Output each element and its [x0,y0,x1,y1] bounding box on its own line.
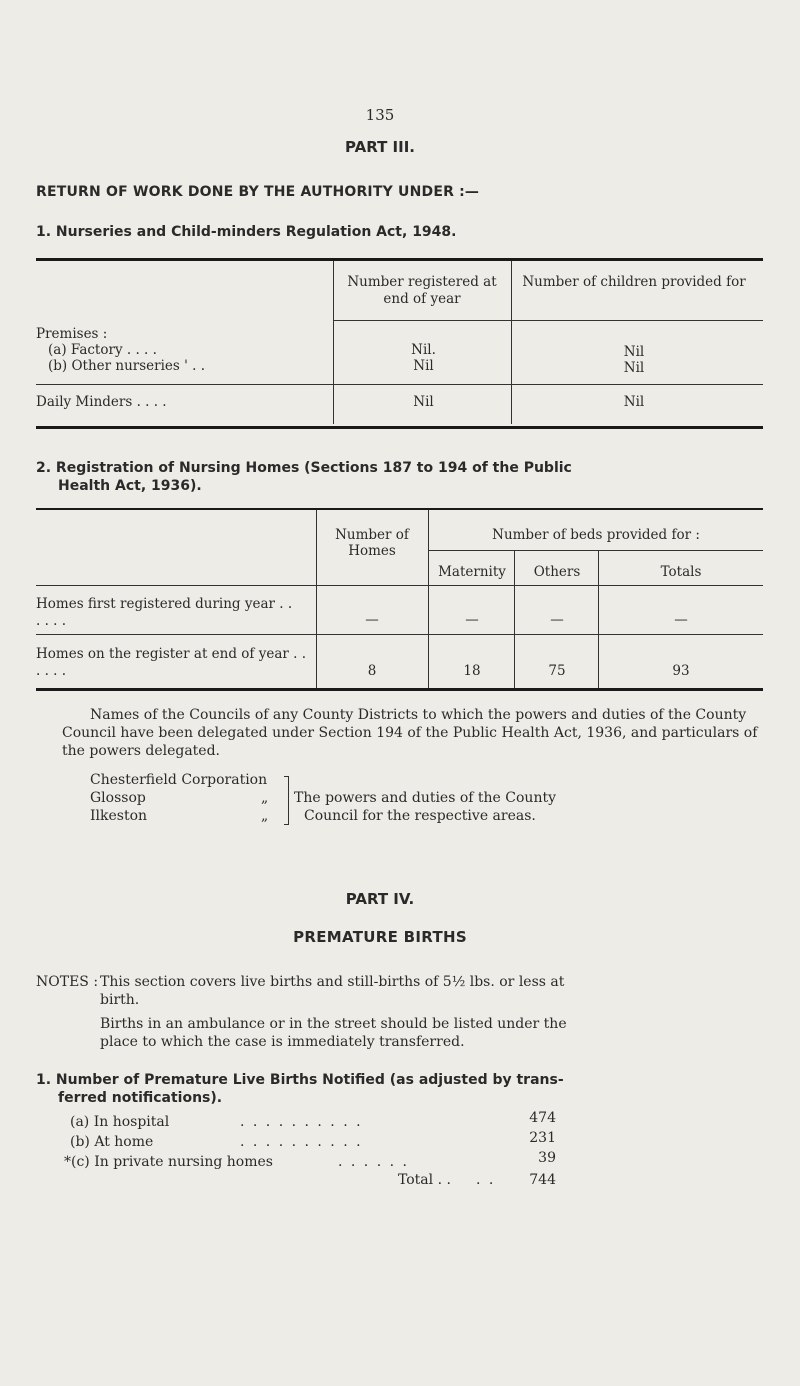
row-label: (a) Factory . . . . [48,342,157,358]
council-name: Ilkeston [90,808,148,824]
premises-label: Premises : [36,326,108,342]
row-maternity: 18 [463,663,481,679]
council-name: Chesterfield Corporation [90,772,268,788]
part3-heading: PART III. [345,138,415,156]
council-name: Glossop [90,790,146,806]
premature-births-title-cont: ferred notifications). [58,1090,223,1106]
col-maternity: Maternity [438,564,506,580]
row-others: — [550,612,564,628]
total-label: Total . . [398,1172,451,1188]
note2-cont: place to which the case is immediately transferred. [100,1034,465,1050]
councils-paragraph: Names of the Councils of any County Districts to which the powers and duties of the County Council have been delegated under Section 194 of the Public Health Act, 1936, and particulars of the powers delegated. [62,707,758,759]
row-label: Daily Minders . . . . [36,394,167,410]
births-label: (b) At home [70,1134,154,1150]
row-others: 75 [548,663,566,679]
section2-title: 2. Registration of Nursing Homes (Sections 187 to 194 of the Public [36,460,572,476]
part3-subheading: RETURN OF WORK DONE BY THE AUTHORITY UNDER :— [36,184,480,200]
col-header-children: Number of children provided for [522,274,746,290]
row-registered: Nil [413,394,434,410]
premature-births-title: 1. Number of Premature Live Births Notified (as adjusted by trans- [36,1072,564,1088]
births-label: (a) In hospital [70,1114,170,1130]
col-header-registered: Number registered at end of year [347,274,497,307]
section2-title-cont: Health Act, 1936). [58,478,202,494]
row-label: Homes first registered during year . . . . . . [36,596,293,629]
row-children: Nil [623,344,645,360]
row-totals: — [674,612,688,628]
births-value: 39 [538,1150,556,1166]
brace [284,776,289,825]
councils-note: The powers and duties of the County [294,790,557,806]
row-number: — [365,612,379,628]
births-label: *(c) In private nursing homes [64,1154,273,1170]
row-registered: Nil [413,358,434,374]
row-label: Homes on the register at end of year . . . . . . [36,646,306,679]
row-children: Nil [623,394,645,410]
part4-heading: PART IV. [345,890,415,908]
ditto-mark: „ [261,808,269,824]
row-children: Nil [623,360,645,376]
row-registered: Nil. [411,342,436,358]
note1-cont: birth. [100,992,140,1008]
note2: Births in an ambulance or in the street should be listed under the [100,1016,567,1032]
section1-title: 1. Nurseries and Child-minders Regulation Act, 1948. [36,224,457,240]
births-value: 474 [529,1110,556,1126]
row-totals: 93 [672,663,690,679]
ditto-mark: „ [261,790,269,806]
part4-subheading: PREMATURE BIRTHS [293,928,467,946]
note1: This section covers live births and still-births of 5½ lbs. or less at [100,974,565,990]
scanned-page: 135 PART III. RETURN OF WORK DONE BY THE AUTHORITY UNDER :— 1. Nurseries and Child-minders Regulation Act, 1948. Number registered at end of year Number of children provided for Premises : (a) Factory . . . . Nil. Nil (b) Other nurseries ' . . Nil Nil Daily Minders . . . . Nil Nil 2. Registration of Nursing Homes (Sections 187 to 194 of the Public Health Act, 1936). Number of Homes Number of beds provided for : Maternity Others Totals Homes first registered during year . . . . . . — — — — Homes on the register at end of year . . . . . . 8 18 75 93 Names of the Councils of any County Districts to which the powers and duties of the County Council have been delegated under Section 194 of the Public Health Act, 1936, and particulars of the powers delegated. Chesterfield Corporation Glossop Ilkeston „ „ The powers and duties of the County Council for the respective areas. PART IV. PREMATURE BIRTHS NOTES : This section covers live births and still-births of 5½ lbs. or less at birth. Births in an ambulance or in the street should be listed under the place to which the case is immediately transferred. 1. Number of Premature Live Births Notified (as adjusted by trans- ferred notifications). (a) In hospital . . . . . . . . . . 474 (b) At home . . . . . . . . . . 231 *(c) In private nursing homes . . . . . . 39 Total . . . . 744 [0,0,800,1386]
col-totals: Totals [660,564,702,580]
births-value: 231 [529,1130,556,1146]
page-number: 135 [365,106,395,124]
col-number-homes: Number of Homes [335,527,409,559]
councils-note-cont: Council for the respective areas. [304,808,536,824]
col-beds-header: Number of beds provided for : [492,527,700,543]
row-number: 8 [367,663,377,679]
row-maternity: — [465,612,479,628]
row-label: (b) Other nurseries ' . . [48,358,206,374]
col-others: Others [533,564,581,580]
total-value: 744 [529,1172,556,1188]
notes-label: NOTES : [36,974,99,990]
